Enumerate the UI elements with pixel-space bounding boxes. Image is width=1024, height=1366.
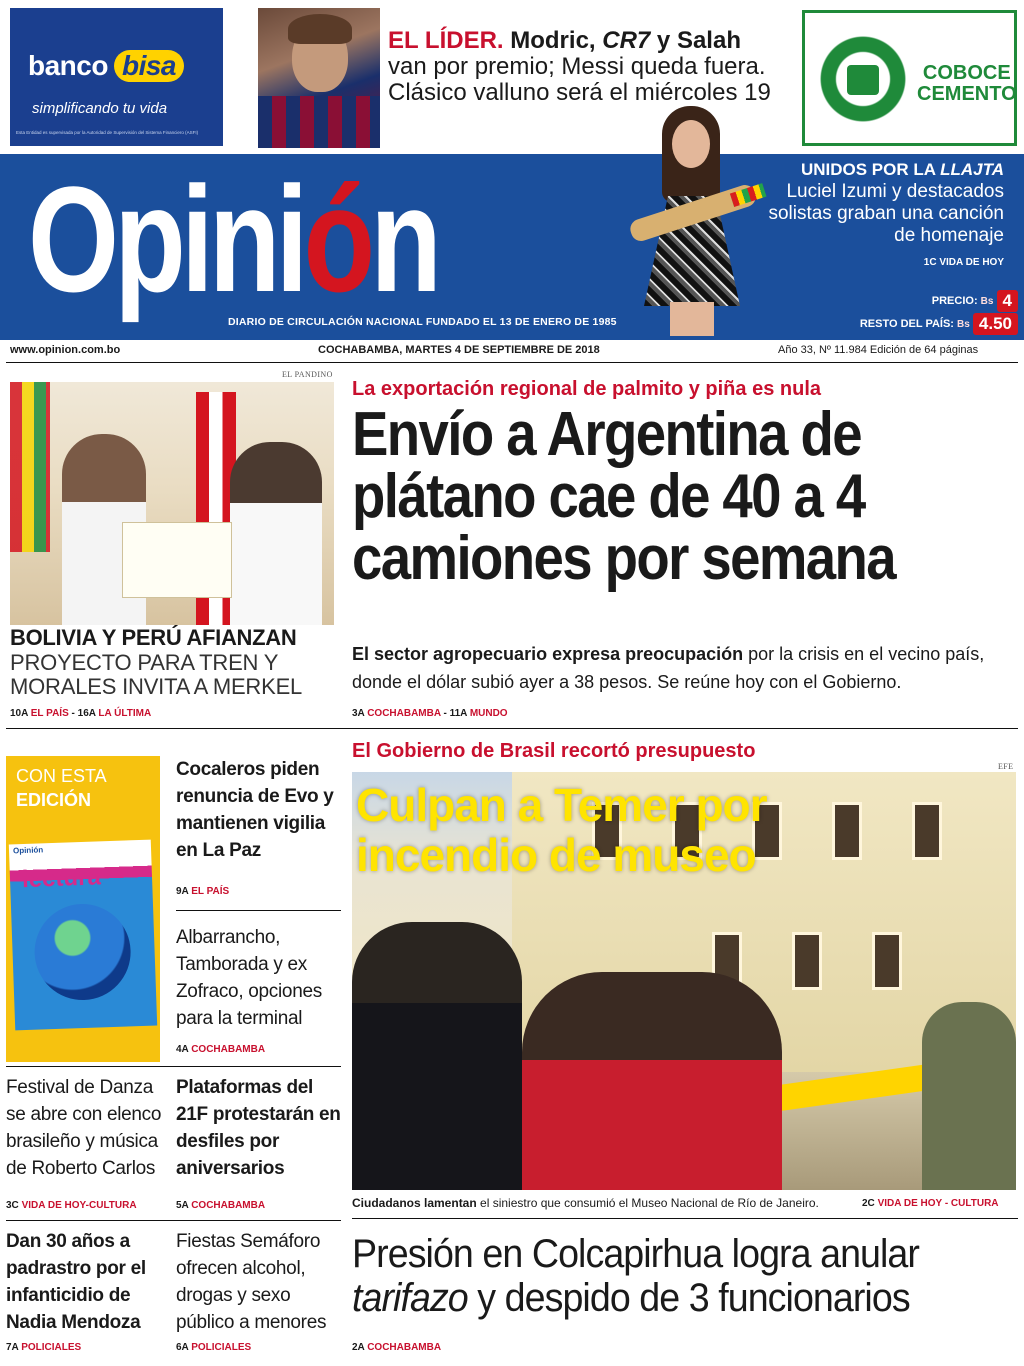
divider: [6, 1066, 341, 1067]
supplement-promo[interactable]: CON ESTA EDICIÓN Opinión lectura: [6, 756, 160, 1062]
teaser-line-3: Clásico valluno será el miércoles 19: [388, 79, 771, 106]
bank-tagline: simplificando tu vida: [32, 100, 168, 117]
brief-ref: 3C VIDA DE HOY-CULTURA: [6, 1200, 137, 1211]
brief-ref: 5A COCHABAMBA: [176, 1200, 266, 1211]
photo-caption: Ciudadanos lamentan el siniestro que consumió el Museo Nacional de Río de Janeiro.: [352, 1196, 819, 1210]
date-text: COCHABAMBA, MARTES 4 DE SEPTIEMBRE DE 2018: [318, 344, 600, 356]
lead-ref[interactable]: 3A COCHABAMBA - 11A MUNDO: [352, 708, 508, 719]
globe-icon: [33, 902, 132, 1001]
divider: [176, 910, 341, 911]
divider: [352, 1218, 1018, 1219]
bank-legal-text: Esta Entidad es supervisada por la Autoridad de Supervisión del Sistema Financiero (ASFI): [16, 130, 199, 135]
lead-kicker: La exportación regional de palmito y piña es nula: [352, 378, 821, 400]
divider: [6, 362, 1018, 363]
dateline-bar: [0, 340, 1024, 362]
bolivia-peru-headline[interactable]: BOLIVIA Y PERÚ AFIANZAN: [10, 625, 297, 650]
brief-cocaleros[interactable]: Cocaleros piden renuncia de Evo y mantienen vigilia en La Paz: [176, 759, 334, 861]
bolivia-peru-photo[interactable]: [10, 382, 334, 625]
brief-festival[interactable]: Festival de Danza se abre con elenco brasileño y música de Roberto Carlos: [6, 1077, 162, 1179]
brazil-ref[interactable]: 2C VIDA DE HOY - CULTURA: [862, 1198, 999, 1209]
lead-body: El sector agropecuario expresa preocupación por la crisis en el vecino país, donde el dólar subió ayer a 38 pesos. Se reúne hoy con el Gobierno.: [352, 644, 985, 692]
cement-seal-icon: [817, 27, 909, 131]
teaser-player-photo: [258, 8, 380, 148]
masthead-tagline: DIARIO DE CIRCULACIÓN NACIONAL FUNDADO EL 13 DE ENERO DE 1985: [228, 316, 617, 328]
edition-info: Año 33, Nº 11.984 Edición de 64 páginas: [778, 344, 979, 356]
teaser-kicker: EL LÍDER.: [388, 27, 504, 54]
brief-albarrancho[interactable]: Albarrancho, Tamborada y ex Zofraco, opciones para la terminal: [176, 927, 322, 1029]
brief-padrastro[interactable]: Dan 30 años a padrastro por el infanticidio de Nadia Mendoza: [6, 1231, 146, 1333]
photo-credit: EFE: [998, 762, 1014, 771]
colcapirhua-ref[interactable]: 2A COCHABAMBA: [352, 1342, 442, 1353]
brief-ref: 6A POLICIALES: [176, 1342, 252, 1353]
divider: [6, 728, 1018, 729]
cement-name: COBOCE CEMENTO: [917, 62, 1017, 105]
brief-ref: 4A COCHABAMBA: [176, 1044, 266, 1055]
brief-ref: 9A EL PAÍS: [176, 886, 230, 897]
musician-photo: [620, 106, 770, 336]
lead-headline[interactable]: Envío a Argentina de plátano cae de 40 a 4 camiones por semana: [352, 400, 896, 593]
colcapirhua-headline[interactable]: Presión en Colcapirhua logra anular tarifazo y despido de 3 funcionarios: [352, 1232, 919, 1320]
price-box: PRECIO: Bs 4 RESTO DEL PAÍS: Bs 4.50: [860, 290, 1018, 336]
brief-fiestas[interactable]: Fiestas Semáforo ofrecen alcohol, drogas y sexo público a menores: [176, 1231, 327, 1333]
divider: [6, 1220, 341, 1221]
brief-ref: 7A POLICIALES: [6, 1342, 82, 1353]
bolivia-peru-ref[interactable]: 10A EL PAÍS - 16A LA ÚLTIMA: [10, 708, 152, 719]
photo-credit: EL PANDINO: [282, 370, 333, 379]
brazil-kicker: El Gobierno de Brasil recortó presupuesto: [352, 740, 756, 762]
top-teaser[interactable]: EL LÍDER. Modric, CR7 y Salah van por premio; Messi queda fuera. Clásico valluno será el miércoles 19: [388, 28, 788, 106]
brazil-headline[interactable]: Culpan a Temer por incendio de museo: [356, 779, 767, 881]
bank-logo: banco bisa: [28, 50, 184, 82]
brief-plataformas[interactable]: Plataformas del 21F protestarán en desfiles por aniversarios: [176, 1077, 341, 1179]
newspaper-logo[interactable]: Opinión: [28, 155, 438, 323]
bank-ad[interactable]: [10, 8, 223, 146]
masthead-teaser[interactable]: UNIDOS POR LA LLAJTA Luciel Izumi y destacados solistas graban una canción de homenaje 1C VIDA DE HOY: [768, 160, 1004, 268]
cement-ad[interactable]: [802, 10, 1017, 146]
teaser-line-2: van por premio; Messi queda fuera.: [388, 53, 766, 80]
masthead: [0, 154, 1024, 340]
website-link[interactable]: www.opinion.com.bo: [10, 344, 121, 356]
bolivia-peru-subhead: PROYECTO PARA TREN Y MORALES INVITA A MERKEL: [10, 650, 303, 699]
magazine-cover: Opinión lectura: [9, 840, 157, 1031]
